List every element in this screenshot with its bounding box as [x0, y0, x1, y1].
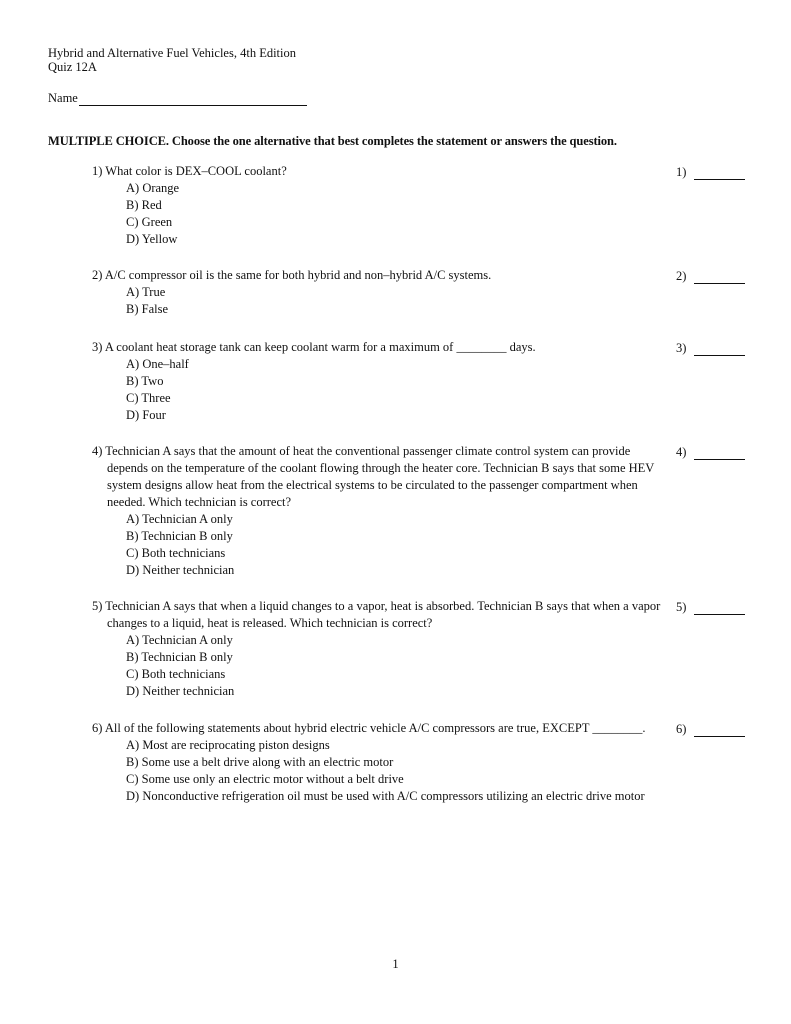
answer-slot-2 [676, 269, 745, 284]
name-blank[interactable] [79, 93, 307, 106]
choice-list [126, 284, 662, 318]
choice-a: A) Most are reciprocating piston designs [126, 738, 330, 752]
name-label: Name [48, 91, 78, 105]
answer-slot-5 [676, 600, 745, 615]
choice-c: C) Green [126, 215, 173, 229]
answer-blank[interactable] [694, 271, 745, 284]
quiz-title: Quiz 12A [48, 60, 97, 74]
choice-b: B) False [126, 302, 169, 316]
answer-blank[interactable] [694, 602, 745, 615]
answer-number: 6) [676, 722, 687, 736]
choice-b: B) Some use a belt drive along with an electric motor [126, 755, 394, 769]
answer-number: 2) [676, 269, 687, 283]
section-instructions: MULTIPLE CHOICE. Choose the one alternative that best completes the statement or answers the question. [48, 134, 617, 148]
question-stem: 6) All of the following statements about hybrid electric vehicle A/C compressors are true, EXCEPT ________. [92, 721, 646, 735]
choice-a: A) Technician A only [126, 512, 233, 526]
choice-b: B) Two [126, 374, 164, 388]
question-5 [92, 598, 662, 700]
choice-b: B) Technician B only [126, 529, 233, 543]
answer-number: 5) [676, 600, 687, 614]
choice-c: C) Both technicians [126, 667, 226, 681]
question-stem: 1) What color is DEX–COOL coolant? [92, 164, 287, 178]
answer-blank[interactable] [694, 167, 745, 180]
choice-a: A) Orange [126, 181, 180, 195]
choice-d: D) Yellow [126, 232, 178, 246]
answer-number: 1) [676, 165, 687, 179]
question-3 [92, 339, 662, 424]
answer-blank[interactable] [694, 447, 745, 460]
answer-number: 4) [676, 445, 687, 459]
name-field-row [48, 91, 307, 106]
choice-a: A) One–half [126, 357, 189, 371]
question-stem: 3) A coolant heat storage tank can keep coolant warm for a maximum of ________ days. [92, 340, 536, 354]
choice-c: C) Both technicians [126, 546, 226, 560]
answer-number: 3) [676, 341, 687, 355]
question-stem: 2) A/C compressor oil is the same for both hybrid and non–hybrid A/C systems. [92, 268, 492, 282]
choice-d: D) Neither technician [126, 563, 235, 577]
choice-b: B) Red [126, 198, 162, 212]
question-stem: 4) Technician A says that the amount of heat the conventional passenger climate control system can provide depends on the temperature of the coolant flowing through the heater core. Technician B says that some HEV system designs allow heat from the electrical systems to be circulated to the passenger compartment when needed. Which technician is correct? [92, 444, 655, 509]
answer-slot-3 [676, 341, 745, 356]
choice-c: C) Some use only an electric motor without a belt drive [126, 772, 404, 786]
choice-d: D) Neither technician [126, 684, 235, 698]
answer-slot-4 [676, 445, 745, 460]
answer-slot-1 [676, 165, 745, 180]
choice-d: D) Nonconductive refrigeration oil must be used with A/C compressors utilizing an electric drive motor [126, 789, 645, 803]
answer-slot-6 [676, 722, 745, 737]
question-6 [92, 720, 662, 805]
choice-a: A) True [126, 285, 166, 299]
answer-blank[interactable] [694, 724, 745, 737]
choice-c: C) Three [126, 391, 171, 405]
choice-list [126, 356, 662, 424]
choice-list [126, 511, 662, 579]
choice-b: B) Technician B only [126, 650, 233, 664]
choice-list [126, 180, 662, 248]
book-title: Hybrid and Alternative Fuel Vehicles, 4th Edition [48, 46, 296, 60]
question-4 [92, 443, 662, 579]
page-number: 1 [392, 957, 399, 971]
choice-list [126, 632, 662, 700]
choice-d: D) Four [126, 408, 166, 422]
choice-list [126, 737, 662, 805]
choice-a: A) Technician A only [126, 633, 233, 647]
question-1 [92, 163, 662, 248]
question-stem: 5) Technician A says that when a liquid changes to a vapor, heat is absorbed. Technician B says that when a vapor changes to a liquid, heat is released. Which technician is correct? [92, 599, 661, 630]
question-2 [92, 267, 662, 318]
document-header [48, 46, 296, 74]
answer-blank[interactable] [694, 343, 745, 356]
